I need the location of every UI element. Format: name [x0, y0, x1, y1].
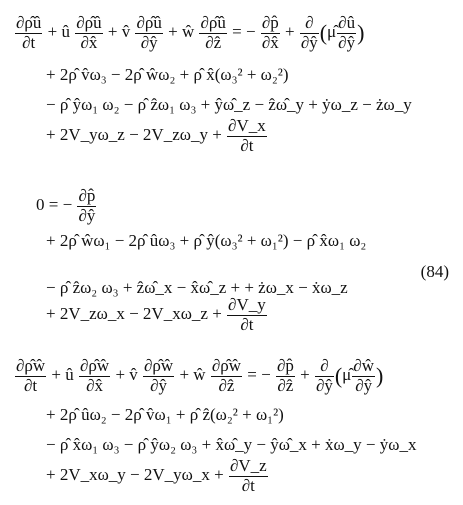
block3-frac-t6: $\frac{\partial}{\partial ŷ}$	[315, 356, 333, 395]
block2-line4-frac: $\frac{\partial V\_y}{\partial t}$	[228, 295, 266, 334]
block1-frac-t7: $\frac{\partial û}{\partial ŷ}$	[338, 13, 356, 52]
block3-frac-t2: $\frac{\partial\rhôŵ}{\partial x̂}$	[80, 356, 110, 395]
block2-lhs: 0 = − $\frac{\partial p̂}{\partial ŷ}$	[36, 186, 96, 225]
block1-line4: + 2V_yω_z − 2V_zω_y + $\frac{\partial V\_x}{\partial t}$	[46, 116, 266, 155]
block2-lhs-frac: $\frac{\partial p̂}{\partial ŷ}$	[78, 186, 96, 225]
block3-line4-frac: $\frac{\partial V\_z}{\partial t}$	[229, 456, 267, 495]
block1-lhs: $\frac{\partial\rhôû}{\partial t}$ + û $\frac{\partial\rhôû}{\partial x̂}$ + v̂ $\frac{\partial\rhôû}{\partial ŷ}$ + ŵ $\frac{\partial\rhôû}{\text{∂ẑ}}$ = − $\frac{\partial p̂}{\partial x̂}$ + $\frac{\partial}{\partial ŷ}$ (μ̂ $\frac{\partial û}{\partial ŷ}$ )	[16, 13, 365, 52]
block1-line4-frac: $\frac{\partial V\_x}{\partial t}$	[228, 116, 266, 155]
block3-line2: + 2ρ̂ ûω₂ − 2ρ̂ v̂ω₁ + ρ̂ ẑ(ω₂² + ω₁²)	[46, 405, 284, 424]
block2-line2: + 2ρ̂ ŵω₁ − 2ρ̂ ûω₃ + ρ̂ ŷ(ω₃² + ω₁²) − ρ̂ x̂ω₁ ω₂	[46, 231, 367, 250]
block3-frac-t3: $\frac{\partial\rhôŵ}{\partial ŷ}$	[144, 356, 174, 395]
block3-frac-t4: $\frac{\partial\rhôŵ}{\text{∂ẑ}}$	[211, 356, 241, 395]
block3-lhs: $\frac{\partial\rhôŵ}{\partial t}$ + û $\frac{\partial\rhôŵ}{\partial x̂}$ + v̂ $\frac{\partial\rhôŵ}{\partial ŷ}$ + ŵ $\frac{\partial\rhôŵ}{\text{∂ẑ}}$ = − $\frac{\partial p̂}{\text{∂ẑ}}$ + $\frac{\partial}{\partial ŷ}$ (μ̂ $\frac{\partial ŵ}{\partial ŷ}$ )	[16, 356, 384, 395]
block3-line4: + 2V_xω_y − 2V_yω_x + $\frac{\partial V\_z}{\partial t}$	[46, 456, 267, 495]
block1-line2: + 2ρ̂ v̂ω₃ − 2ρ̂ ŵω₂ + ρ̂ x̂(ω₃² + ω₂²)	[46, 65, 289, 84]
block1-frac-t4: $\frac{\partial\rhôû}{\text{∂ẑ}}$	[200, 13, 226, 52]
block2-line4: + 2V_zω_x − 2V_xω_z + $\frac{\partial V\_y}{\partial t}$	[46, 295, 266, 334]
block3-frac-t7: $\frac{\partial ŵ}{\partial ŷ}$	[353, 356, 374, 395]
block1-frac-t5: $\frac{\partial p̂}{\partial x̂}$	[261, 13, 279, 52]
block3-line3: − ρ̂ x̂ω₁ ω₃ − ρ̂ ŷω₂ ω₃ + x̂ω̂_y − ŷω̂_x + ẋω_y − ẏω_x	[46, 435, 417, 454]
block1-frac-t3: $\frac{\partial\rhôû}{\partial ŷ}$	[136, 13, 162, 52]
block1-frac-t1: $\frac{\partial\rhôû}{\partial t}$	[16, 13, 42, 52]
block3-frac-t5: $\frac{\partial p̂}{\text{∂ẑ}}$	[276, 356, 294, 395]
block3-frac-t1: $\frac{\partial\rhôŵ}{\partial t}$	[16, 356, 46, 395]
block2-line3: − ρ̂ ẑω₂ ω₃ + ẑω̂_x − x̂ω̂_z + + żω_x − ẋω_z	[46, 278, 348, 297]
block1-line3: − ρ̂ ŷω₁ ω₂ − ρ̂ ẑω₁ ω₃ + ŷω̂_z − ẑω̂_y + ẏω_z − żω_y	[46, 95, 412, 114]
block1-frac-t2: $\frac{\partial\rhôû}{\partial x̂}$	[76, 13, 102, 52]
block1-frac-t6: $\frac{\partial}{\partial ŷ}$	[300, 13, 318, 52]
equation-number: (84)	[420, 262, 449, 281]
